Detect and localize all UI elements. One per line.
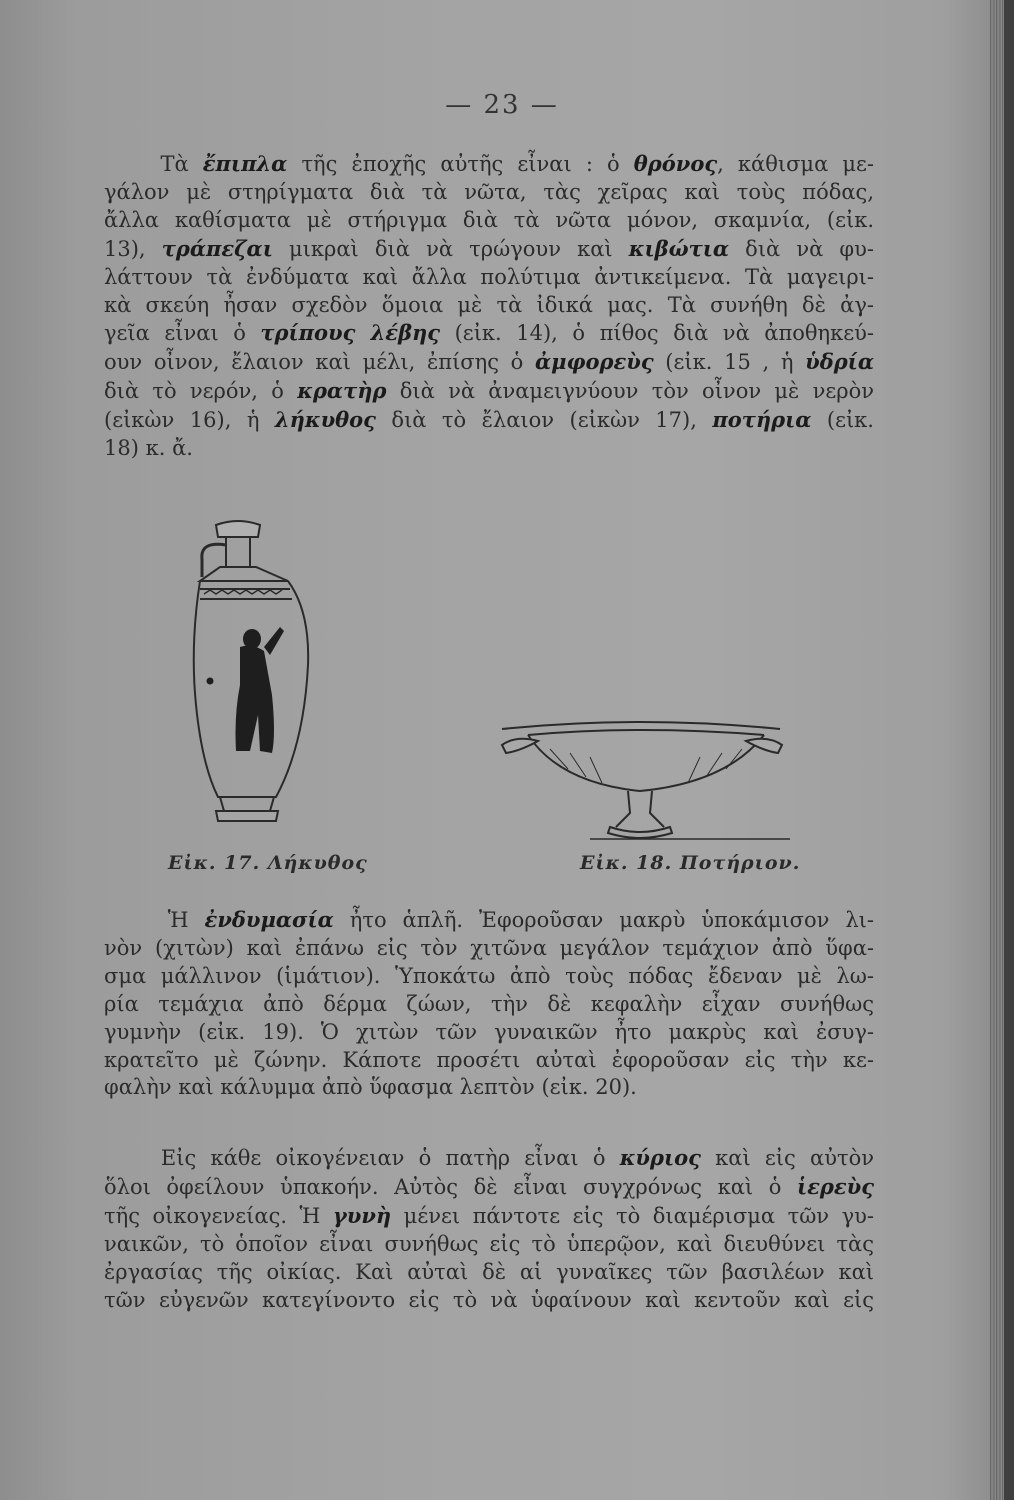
text-line: λάττουν τὰ ἐνδύματα καὶ ἄλλα πολύτιμα ἀντικείμενα. Τὰ μαγειρι- bbox=[104, 264, 874, 289]
text-line: γεῖα εἶναι ὁ τρίπους λέβης (εἰκ. 14), ὁ πίθος διὰ νὰ ἀποθηκεύ- bbox=[104, 320, 875, 346]
text-line: ρία τεμάχια ἀπὸ δέρμα ζώων, τὴν δὲ κεφαλὴν εἶχαν συνήθως bbox=[104, 991, 874, 1016]
paragraph-furniture bbox=[104, 150, 874, 463]
figure17-caption: Εἰκ. 17. Λήκυθος bbox=[168, 852, 368, 874]
text-line: νὸν (χιτὼν) καὶ ἐπάνω εἰς τὸν χιτῶνα μεγάλον τεμάχιον ἀπὸ ὕφα- bbox=[104, 935, 874, 960]
text-line: ὅλοι ὀφείλουν ὑπακοήν. Αὐτὸς δὲ εἶναι συγχρόνως καὶ ὁ ἱερεὺς bbox=[104, 1173, 874, 1199]
text-line: Τὰ ἔπιπλα τῆς ἐποχῆς αὐτῆς εἶναι : ὁ θρόνος, κάθισμα με- bbox=[160, 151, 874, 176]
text-line: γάλον μὲ στηρίγματα διὰ τὰ νῶτα, τὰς χεῖρας καὶ τοὺς πόδας, bbox=[104, 179, 874, 204]
text-line: ναικῶν, τὸ ὁποῖον εἶναι συνήθως εἰς τὸ ὑπερῷον, καὶ διευθύνει τὰς bbox=[104, 1231, 874, 1256]
text-line: Εἰς κάθε οἰκογένειαν ὁ πατὴρ εἶναι ὁ κύριος καὶ εἰς αὐτὸν bbox=[160, 1145, 874, 1170]
text-line: 13), τράπεζαι μικραὶ διὰ νὰ τρώγουν καὶ κιβώτια διὰ νὰ φυ- bbox=[104, 235, 874, 261]
lekythos-illustration bbox=[180, 515, 340, 845]
text-line: ουν οἶνον, ἔλαιον καὶ μέλι, ἐπίσης ὁ ἀμφορεὺς (εἰκ. 15 , ἡ ὑδρία bbox=[104, 349, 874, 375]
text-line: τῆς οἰκογενείας. Ἡ γυνὴ μένει πάντοτε εἰς τὸ διαμέρισμα τῶν γυ- bbox=[104, 1202, 874, 1228]
paragraph-family bbox=[104, 1144, 874, 1314]
page-edge-stack bbox=[990, 0, 1004, 1500]
text-line: σμα μάλλινον (ἱμάτιον). Ὑποκάτω ἀπὸ τοὺς πόδας ἔδεναν μὲ λω- bbox=[104, 963, 874, 988]
text-line: τῶν εὐγενῶν κατεγίνοντο εἰς τὸ νὰ ὑφαίνουν καὶ κεντοῦν καὶ εἰς bbox=[104, 1287, 874, 1312]
text-line: διὰ τὸ νερόν, ὁ κρατὴρ διὰ νὰ ἀναμειγνύουν τὸν οἶνον μὲ νερὸν bbox=[104, 378, 874, 404]
text-line: ἐργασίας τῆς οἰκίας. Καὶ αὐταὶ δὲ αἱ γυναῖκες τῶν βασιλέων καὶ bbox=[104, 1259, 874, 1284]
page-number: — 23 — bbox=[445, 90, 559, 120]
text-line: ἄλλα καθίσματα μὲ στήριγμα διὰ τὰ νῶτα μόνον, σκαμνία, (εἰκ. bbox=[104, 207, 874, 232]
text-line: 18) κ. ἄ. bbox=[104, 436, 193, 461]
text-line: γυμνὴν (εἰκ. 19). Ὁ χιτὼν τῶν γυναικῶν ἦτο μακρὺς καὶ ἐσυγ- bbox=[104, 1019, 874, 1044]
text-line: κὰ σκεύη ἦσαν σχεδὸν ὅμοια μὲ τὰ ἰδικά μας. Τὰ συνήθη δὲ ἀγ- bbox=[104, 292, 874, 317]
text-line: Ἡ ἐνδυμασία ἦτο ἁπλῆ. Ἐφοροῦσαν μακρὺ ὑποκάμισον λι- bbox=[167, 907, 874, 932]
figure18-caption: Εἰκ. 18. Ποτήριον. bbox=[580, 852, 801, 874]
text-line: (εἰκὼν 16), ἡ λήκυθος διὰ τὸ ἔλαιον (εἰκὼν 17), ποτήρια (εἰκ. bbox=[104, 407, 874, 433]
text-line: κρατεῖτο μὲ ζώνην. Κάποτε προσέτι αὐταὶ ἐφοροῦσαν εἰς τὴν κε- bbox=[104, 1047, 874, 1072]
kylix-illustration bbox=[490, 705, 790, 845]
text-line: φαλὴν καὶ κάλυμμα ἀπὸ ὕφασμα λεπτὸν (εἰκ. 20). bbox=[104, 1075, 637, 1100]
paragraph-clothing bbox=[104, 906, 874, 1102]
